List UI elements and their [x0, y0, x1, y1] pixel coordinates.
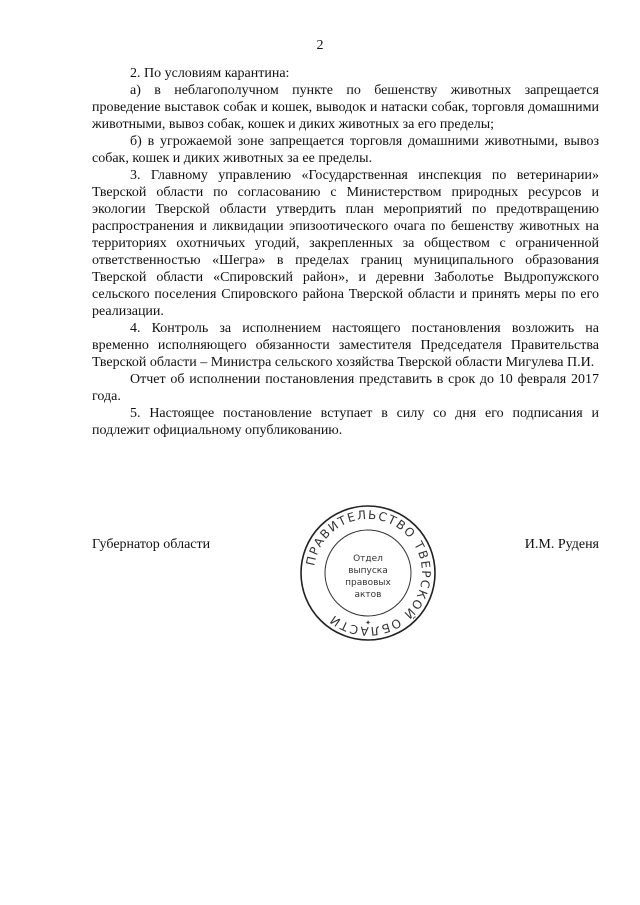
stamp-star-icon: ✦: [365, 619, 371, 627]
stamp-seal-graphic: [298, 503, 438, 643]
paragraph-4: 4. Контроль за исполнением настоящего постановления возложить на временно исполняющего обязанности заместителя Председателя Правительства Тверской области – Министра сельского хозяйства Тверской области Мигулева П.И.: [92, 321, 599, 370]
paragraph-5: 5. Настоящее постановление вступает в силу со дня его подписания и подлежит официальному опубликованию.: [92, 406, 599, 438]
stamp-center-line-2: выпуска: [348, 566, 388, 576]
page-number: 2: [316, 38, 324, 53]
stamp-ring-text: ПРАВИТЕЛЬСТВО ТВЕРСКОЙ ОБЛАСТИ: [303, 507, 434, 639]
paragraph-item-b: б) в угрожаемой зоне запрещается торговля домашними животными, вывоз собак, кошек и диких животных за ее пределы.: [92, 134, 599, 166]
signatory-title: Губернатор области: [92, 537, 211, 552]
document-body: [92, 65, 599, 439]
paragraph-3: 3. Главному управлению «Государственная инспекция по ветеринарии» Тверской области по согласованию с Министерством природных ресурсов и экологии Тверской области утвердить план мероприятий по предотвращению распространения и ликвидации эпизоотического очага по бешенству животных на территориях охотничьих угодий, закрепленных за обществом с ограниченной ответственностью «Шегра» в пределах границ муниципального образования Тверской области «Спировский район», и деревни Заболотье Выдропужского сельского поселения Спировского района Тверской области и принять меры по его реализации.: [92, 168, 599, 319]
paragraph-item-a: а) в неблагополучном пункте по бешенству животных запрещается проведение выставок собак и кошек, выводок и натаски собак, торговля домашними животными, вывоз собак, кошек и диких животных за его пределы;: [92, 83, 599, 132]
paragraph-quarantine-conditions: 2. По условиям карантина:: [130, 66, 290, 81]
stamp-center-line-4: актов: [354, 590, 382, 600]
official-stamp: [298, 503, 438, 643]
signatory-name: И.М. Руденя: [524, 537, 599, 552]
stamp-center-line-1: Отдел: [353, 554, 383, 564]
paragraph-report: Отчет об исполнении постановления представить в срок до 10 февраля 2017 года.: [92, 372, 599, 404]
stamp-center-line-3: правовых: [345, 578, 391, 588]
